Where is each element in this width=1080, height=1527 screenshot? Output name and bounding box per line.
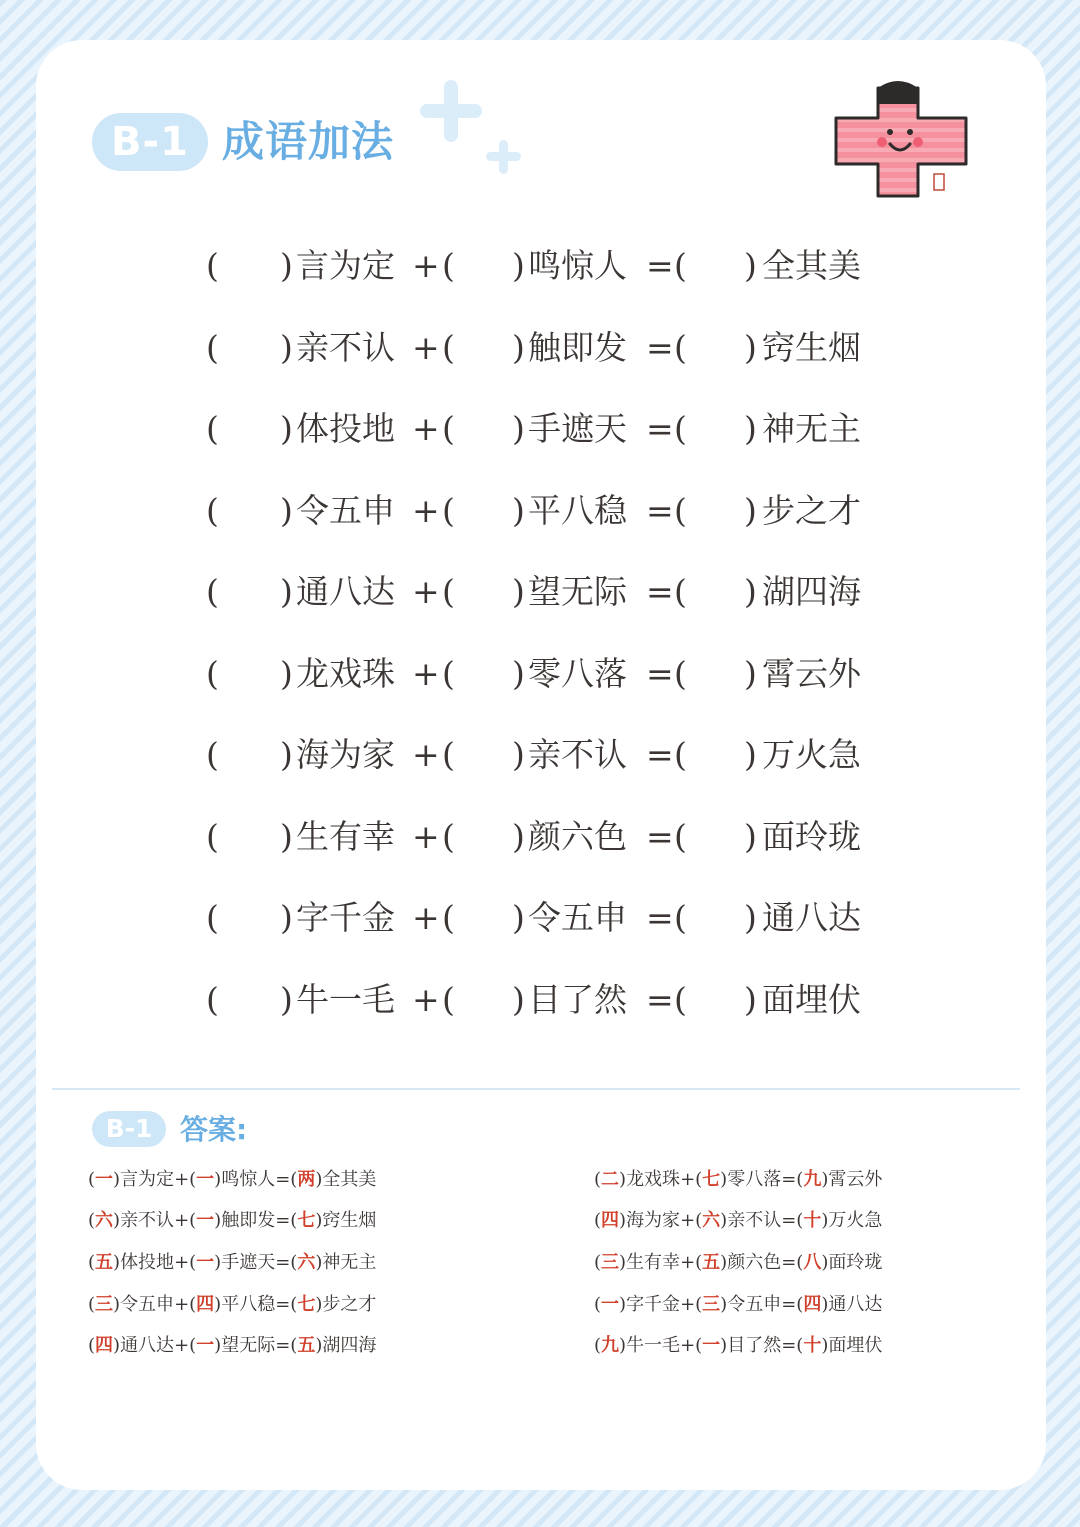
answer-row: (四)通八达+(一)望无际=(五)湖四海 (88, 1335, 377, 1356)
close-paren: ) (744, 409, 757, 448)
close-paren: ) (280, 572, 293, 611)
plus-sign: + (412, 654, 440, 693)
open-paren: ( (674, 328, 687, 367)
open-paren: ( (442, 735, 455, 774)
equals-sign: = (646, 980, 674, 1019)
close-paren: ) (280, 328, 293, 367)
equals-sign: = (646, 817, 674, 856)
idiom-part: 字千金 (296, 898, 395, 937)
close-paren: ) (280, 246, 293, 285)
equals-sign: = (646, 572, 674, 611)
plus-sign: + (412, 735, 440, 774)
close-paren: ) (512, 409, 525, 448)
idiom-part: 万火急 (762, 735, 861, 774)
open-paren: ( (674, 246, 687, 285)
equals-sign: = (646, 654, 674, 693)
close-paren: ) (512, 654, 525, 693)
equals-sign: = (646, 898, 674, 937)
answer-row: (三)令五申+(四)平八稳=(七)步之才 (88, 1294, 377, 1315)
idiom-part: 令五申 (528, 898, 627, 937)
answer-row: (四)海为家+(六)亲不认=(十)万火急 (594, 1210, 883, 1231)
close-paren: ) (744, 572, 757, 611)
plus-decoration-icon (420, 80, 530, 180)
answer-row: (六)亲不认+(一)触即发=(七)窍生烟 (88, 1210, 377, 1231)
open-paren: ( (674, 491, 687, 530)
idiom-part: 体投地 (296, 409, 395, 448)
open-paren: ( (206, 246, 219, 285)
equals-sign: = (646, 735, 674, 774)
plus-mascot-icon (834, 78, 974, 203)
open-paren: ( (442, 246, 455, 285)
open-paren: ( (442, 409, 455, 448)
equals-sign: = (646, 328, 674, 367)
answer-row: (五)体投地+(一)手遮天=(六)神无主 (88, 1252, 377, 1273)
idiom-part: 湖四海 (762, 572, 861, 611)
close-paren: ) (280, 817, 293, 856)
page-title: 成语加法 (222, 117, 395, 166)
close-paren: ) (744, 898, 757, 937)
open-paren: ( (206, 654, 219, 693)
close-paren: ) (280, 735, 293, 774)
idiom-part: 全其美 (762, 246, 861, 285)
close-paren: ) (280, 980, 293, 1019)
open-paren: ( (674, 409, 687, 448)
close-paren: ) (744, 246, 757, 285)
idiom-part: 平八稳 (528, 491, 627, 530)
open-paren: ( (442, 491, 455, 530)
idiom-part: 神无主 (762, 409, 861, 448)
close-paren: ) (744, 491, 757, 530)
plus-sign: + (412, 817, 440, 856)
open-paren: ( (674, 735, 687, 774)
idiom-part: 零八落 (528, 654, 627, 693)
idiom-part: 亲不认 (296, 328, 395, 367)
idiom-part: 面埋伏 (762, 980, 861, 1019)
equals-sign: = (646, 491, 674, 530)
idiom-part: 通八达 (296, 572, 395, 611)
idiom-part: 望无际 (528, 572, 627, 611)
plus-sign: + (412, 328, 440, 367)
answer-row: (九)牛一毛+(一)目了然=(十)面埋伏 (594, 1335, 883, 1356)
close-paren: ) (512, 980, 525, 1019)
plus-sign: + (412, 898, 440, 937)
open-paren: ( (674, 898, 687, 937)
open-paren: ( (442, 328, 455, 367)
equals-sign: = (646, 409, 674, 448)
open-paren: ( (674, 654, 687, 693)
open-paren: ( (206, 328, 219, 367)
idiom-part: 目了然 (528, 980, 627, 1019)
idiom-part: 窍生烟 (762, 328, 861, 367)
idiom-part: 鸣惊人 (528, 246, 627, 285)
open-paren: ( (442, 572, 455, 611)
plus-sign: + (412, 246, 440, 285)
answer-row: (一)字千金+(三)令五申=(四)通八达 (594, 1294, 883, 1315)
equals-sign: = (646, 246, 674, 285)
answer-row: (一)言为定+(一)鸣惊人=(两)全其美 (88, 1169, 377, 1190)
open-paren: ( (206, 735, 219, 774)
close-paren: ) (280, 654, 293, 693)
idiom-part: 海为家 (296, 735, 395, 774)
close-paren: ) (512, 246, 525, 285)
close-paren: ) (512, 735, 525, 774)
open-paren: ( (674, 980, 687, 1019)
open-paren: ( (206, 491, 219, 530)
close-paren: ) (744, 735, 757, 774)
open-paren: ( (442, 980, 455, 1019)
open-paren: ( (674, 572, 687, 611)
idiom-part: 颜六色 (528, 817, 627, 856)
idiom-part: 霄云外 (762, 654, 861, 693)
open-paren: ( (674, 817, 687, 856)
close-paren: ) (280, 409, 293, 448)
answer-row: (三)生有幸+(五)颜六色=(八)面玲珑 (594, 1252, 883, 1273)
close-paren: ) (512, 491, 525, 530)
close-paren: ) (744, 654, 757, 693)
idiom-part: 触即发 (528, 328, 627, 367)
section-divider (52, 1088, 1020, 1090)
close-paren: ) (512, 328, 525, 367)
close-paren: ) (280, 491, 293, 530)
close-paren: ) (280, 898, 293, 937)
open-paren: ( (206, 898, 219, 937)
idiom-part: 龙戏珠 (296, 654, 395, 693)
idiom-part: 通八达 (762, 898, 861, 937)
open-paren: ( (442, 817, 455, 856)
open-paren: ( (206, 572, 219, 611)
answer-badge: B-1 (92, 1111, 166, 1147)
plus-sign: + (412, 491, 440, 530)
open-paren: ( (206, 817, 219, 856)
open-paren: ( (442, 898, 455, 937)
plus-sign: + (412, 409, 440, 448)
idiom-part: 亲不认 (528, 735, 627, 774)
plus-sign: + (412, 980, 440, 1019)
idiom-part: 牛一毛 (296, 980, 395, 1019)
open-paren: ( (206, 980, 219, 1019)
open-paren: ( (206, 409, 219, 448)
plus-sign: + (412, 572, 440, 611)
close-paren: ) (744, 328, 757, 367)
idiom-part: 生有幸 (296, 817, 395, 856)
close-paren: ) (512, 898, 525, 937)
close-paren: ) (512, 572, 525, 611)
idiom-part: 面玲珑 (762, 817, 861, 856)
close-paren: ) (744, 817, 757, 856)
close-paren: ) (512, 817, 525, 856)
idiom-part: 手遮天 (528, 409, 627, 448)
open-paren: ( (442, 654, 455, 693)
answer-row: (二)龙戏珠+(七)零八落=(九)霄云外 (594, 1169, 883, 1190)
answer-title: 答案: (180, 1113, 248, 1146)
section-badge: B-1 (92, 113, 208, 171)
close-paren: ) (744, 980, 757, 1019)
idiom-part: 言为定 (296, 246, 395, 285)
idiom-part: 步之才 (762, 491, 861, 530)
idiom-part: 令五申 (296, 491, 395, 530)
